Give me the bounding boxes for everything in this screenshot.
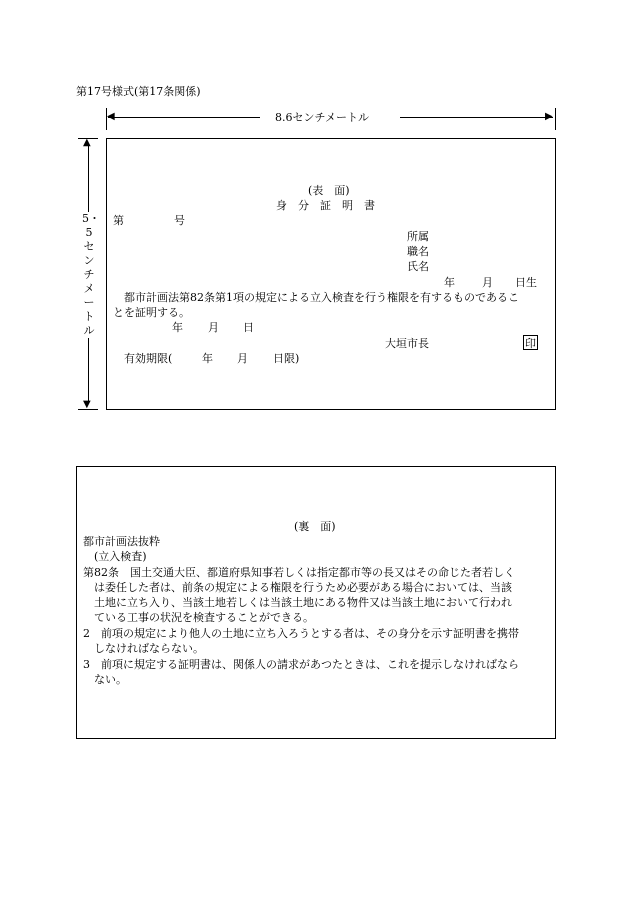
paragraph2-line1: 2 前項の規定により他人の土地に立ち入ろうとする者は、その身分を示す証明書を携帯	[83, 627, 519, 640]
article-text-line3: 土地に立ち入り、当該土地若しくは当該土地にある物件又は当該土地において行われ	[94, 596, 512, 609]
paragraph3-line2: ない。	[94, 673, 127, 686]
validity-year-label: 年	[202, 352, 213, 365]
front-card	[106, 138, 556, 410]
width-tick-right	[555, 108, 556, 130]
certificate-title: 身 分 証 明 書	[276, 199, 375, 212]
form-title: 第17号様式(第17条関係)	[76, 85, 201, 98]
validity-month-label: 月	[237, 352, 248, 365]
arrow-down-icon: ▼	[83, 399, 91, 410]
seal-mark: 印	[525, 337, 536, 350]
position-label: 職名	[407, 245, 429, 258]
width-arrow-line-left	[108, 117, 260, 118]
name-label: 氏名	[407, 260, 429, 273]
arrow-up-icon: ▲	[83, 137, 91, 148]
front-side-label: (表 面)	[308, 184, 350, 197]
issuer-label: 大垣市長	[385, 337, 429, 350]
article-text-line1: 第82条 国土交通大臣、都道府県知事若しくは指定都市等の長又はその命じた者若しく	[83, 566, 515, 579]
birth-year-label: 年	[444, 276, 455, 289]
width-label: 8.6センチメートル	[275, 111, 370, 124]
height-label: 5・5センチメートル	[82, 212, 100, 337]
affiliation-label: 所属	[407, 230, 429, 243]
issue-year-label: 年	[172, 321, 183, 334]
article-text-line2: は委任した者は、前条の規定による権限を行うため必要がある場合においては、当該	[94, 581, 512, 594]
issue-day-label: 日	[243, 321, 254, 334]
back-side-label: (裏 面)	[294, 520, 336, 533]
certification-text-line2: とを証明する。	[113, 306, 190, 319]
arrow-left-icon: ◀	[107, 111, 115, 122]
article-text-line4: ている工事の状況を検査することができる。	[94, 611, 314, 624]
birth-month-label: 月	[482, 276, 493, 289]
paragraph2-line2: しなければならない。	[94, 642, 204, 655]
arrow-right-icon: ▶	[545, 111, 553, 122]
section-title: (立入検査)	[94, 550, 147, 563]
validity-suffix: 日限)	[273, 352, 300, 365]
law-title: 都市計画法抜粋	[83, 535, 160, 548]
certification-text-line1: 都市計画法第82条第1項の規定による立入検査を行う権限を有するものであるこ	[124, 291, 519, 304]
issue-month-label: 月	[208, 321, 219, 334]
birth-day-label: 日生	[515, 276, 537, 289]
width-arrow-line-right	[400, 117, 553, 118]
paragraph3-line1: 3 前項に規定する証明書は、関係人の請求があつたときは、これを提示しなければなら	[83, 658, 519, 671]
validity-prefix: 有効期限(	[124, 352, 173, 365]
number-prefix: 第	[113, 214, 124, 227]
number-suffix: 号	[174, 214, 185, 227]
